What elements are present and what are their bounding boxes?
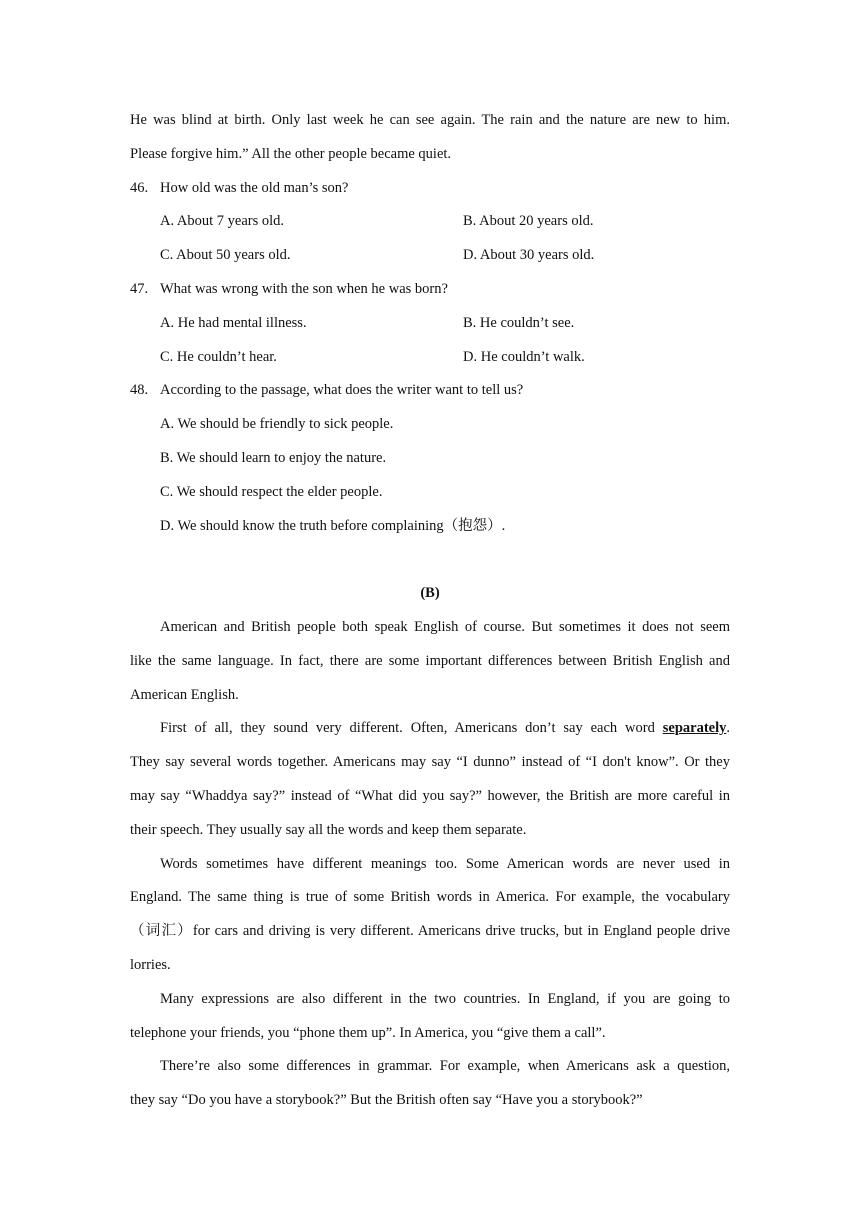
option-d: D. We should know the truth before complaining（抱怨）. bbox=[160, 517, 506, 534]
passage-line: There’re also some differences in grammar. For example, when Americans ask a question, bbox=[160, 1058, 730, 1075]
section-b-title: (B) bbox=[420, 585, 440, 602]
option-b: B. About 20 years old. bbox=[463, 213, 594, 230]
passage-line: their speech. They usually say all the words and keep them separate. bbox=[130, 821, 527, 838]
passage-line: may say “Whaddya say?” instead of “What did you say?” however, the British are more careful in bbox=[130, 787, 730, 804]
passage-line: American English. bbox=[130, 686, 239, 703]
passage-text: . bbox=[726, 720, 730, 737]
passage-line: American and British people both speak English of course. But sometimes it does not seem bbox=[160, 618, 730, 635]
section-b-paragraph-5 bbox=[130, 1050, 730, 1118]
option-d: D. About 30 years old. bbox=[463, 247, 595, 264]
question-stem bbox=[130, 374, 730, 408]
passage-line: lorries. bbox=[130, 956, 171, 973]
question-stem bbox=[130, 172, 730, 206]
passage-line bbox=[130, 712, 730, 746]
question-number: 48. bbox=[130, 382, 149, 399]
question-48 bbox=[130, 374, 730, 543]
passage-text: First of all, they sound very different. Often, Americans don’t say each word bbox=[160, 720, 663, 737]
option-a: A. He had mental illness. bbox=[160, 314, 307, 331]
question-47 bbox=[130, 273, 730, 374]
passage-line: England. The same thing is true of some British words in America. For example, the vocabulary bbox=[130, 889, 730, 906]
question-text: How old was the old man’s son? bbox=[160, 179, 349, 196]
option-d: D. He couldn’t walk. bbox=[463, 348, 585, 365]
option-c: C. About 50 years old. bbox=[160, 247, 291, 264]
question-text: What was wrong with the son when he was born? bbox=[160, 280, 448, 297]
option-b: B. We should learn to enjoy the nature. bbox=[160, 449, 387, 466]
passage-line: Many expressions are also different in the two countries. In England, if you are going to bbox=[160, 990, 730, 1007]
passage-line: telephone your friends, you “phone them up”. In America, you “give them a call”. bbox=[130, 1024, 606, 1041]
section-b-paragraph-4 bbox=[130, 983, 730, 1051]
passage-line: like the same language. In fact, there are some important differences between British English and bbox=[130, 652, 730, 669]
option-c: C. We should respect the elder people. bbox=[160, 483, 383, 500]
option-c: C. He couldn’t hear. bbox=[160, 348, 277, 365]
keyword-separately: separately bbox=[662, 720, 727, 737]
passage-line: Words sometimes have different meanings too. Some American words are never used in bbox=[160, 855, 730, 872]
option-a: A. We should be friendly to sick people. bbox=[160, 416, 394, 433]
question-46 bbox=[130, 172, 730, 273]
option-row bbox=[130, 239, 730, 273]
option-a: A. About 7 years old. bbox=[160, 213, 285, 230]
passage-line: they say “Do you have a storybook?” But the British often say “Have you a storybook?” bbox=[130, 1092, 643, 1109]
question-number: 47. bbox=[130, 280, 149, 297]
option-row bbox=[130, 205, 730, 239]
question-text: According to the passage, what does the writer want to tell us? bbox=[160, 382, 524, 399]
section-b-paragraph-1 bbox=[130, 611, 730, 712]
passage-line: Please forgive him.” All the other people became quiet. bbox=[130, 145, 452, 162]
passage-a-ending bbox=[130, 104, 730, 172]
option-row bbox=[130, 341, 730, 375]
option-b: B. He couldn’t see. bbox=[463, 314, 575, 331]
question-stem bbox=[130, 273, 730, 307]
passage-line: They say several words together. Americans may say “I dunno” instead of “I don't know”. Or they bbox=[130, 754, 730, 771]
section-b-paragraph-2 bbox=[130, 712, 730, 847]
document-page bbox=[130, 104, 730, 1118]
passage-line: He was blind at birth. Only last week he can see again. The rain and the nature are new to him. bbox=[130, 112, 730, 128]
option-row bbox=[130, 307, 730, 341]
section-b-paragraph-3 bbox=[130, 848, 730, 983]
question-number: 46. bbox=[130, 179, 149, 196]
passage-line: （词汇）for cars and driving is very different. Americans drive trucks, but in England people drive bbox=[130, 923, 730, 940]
